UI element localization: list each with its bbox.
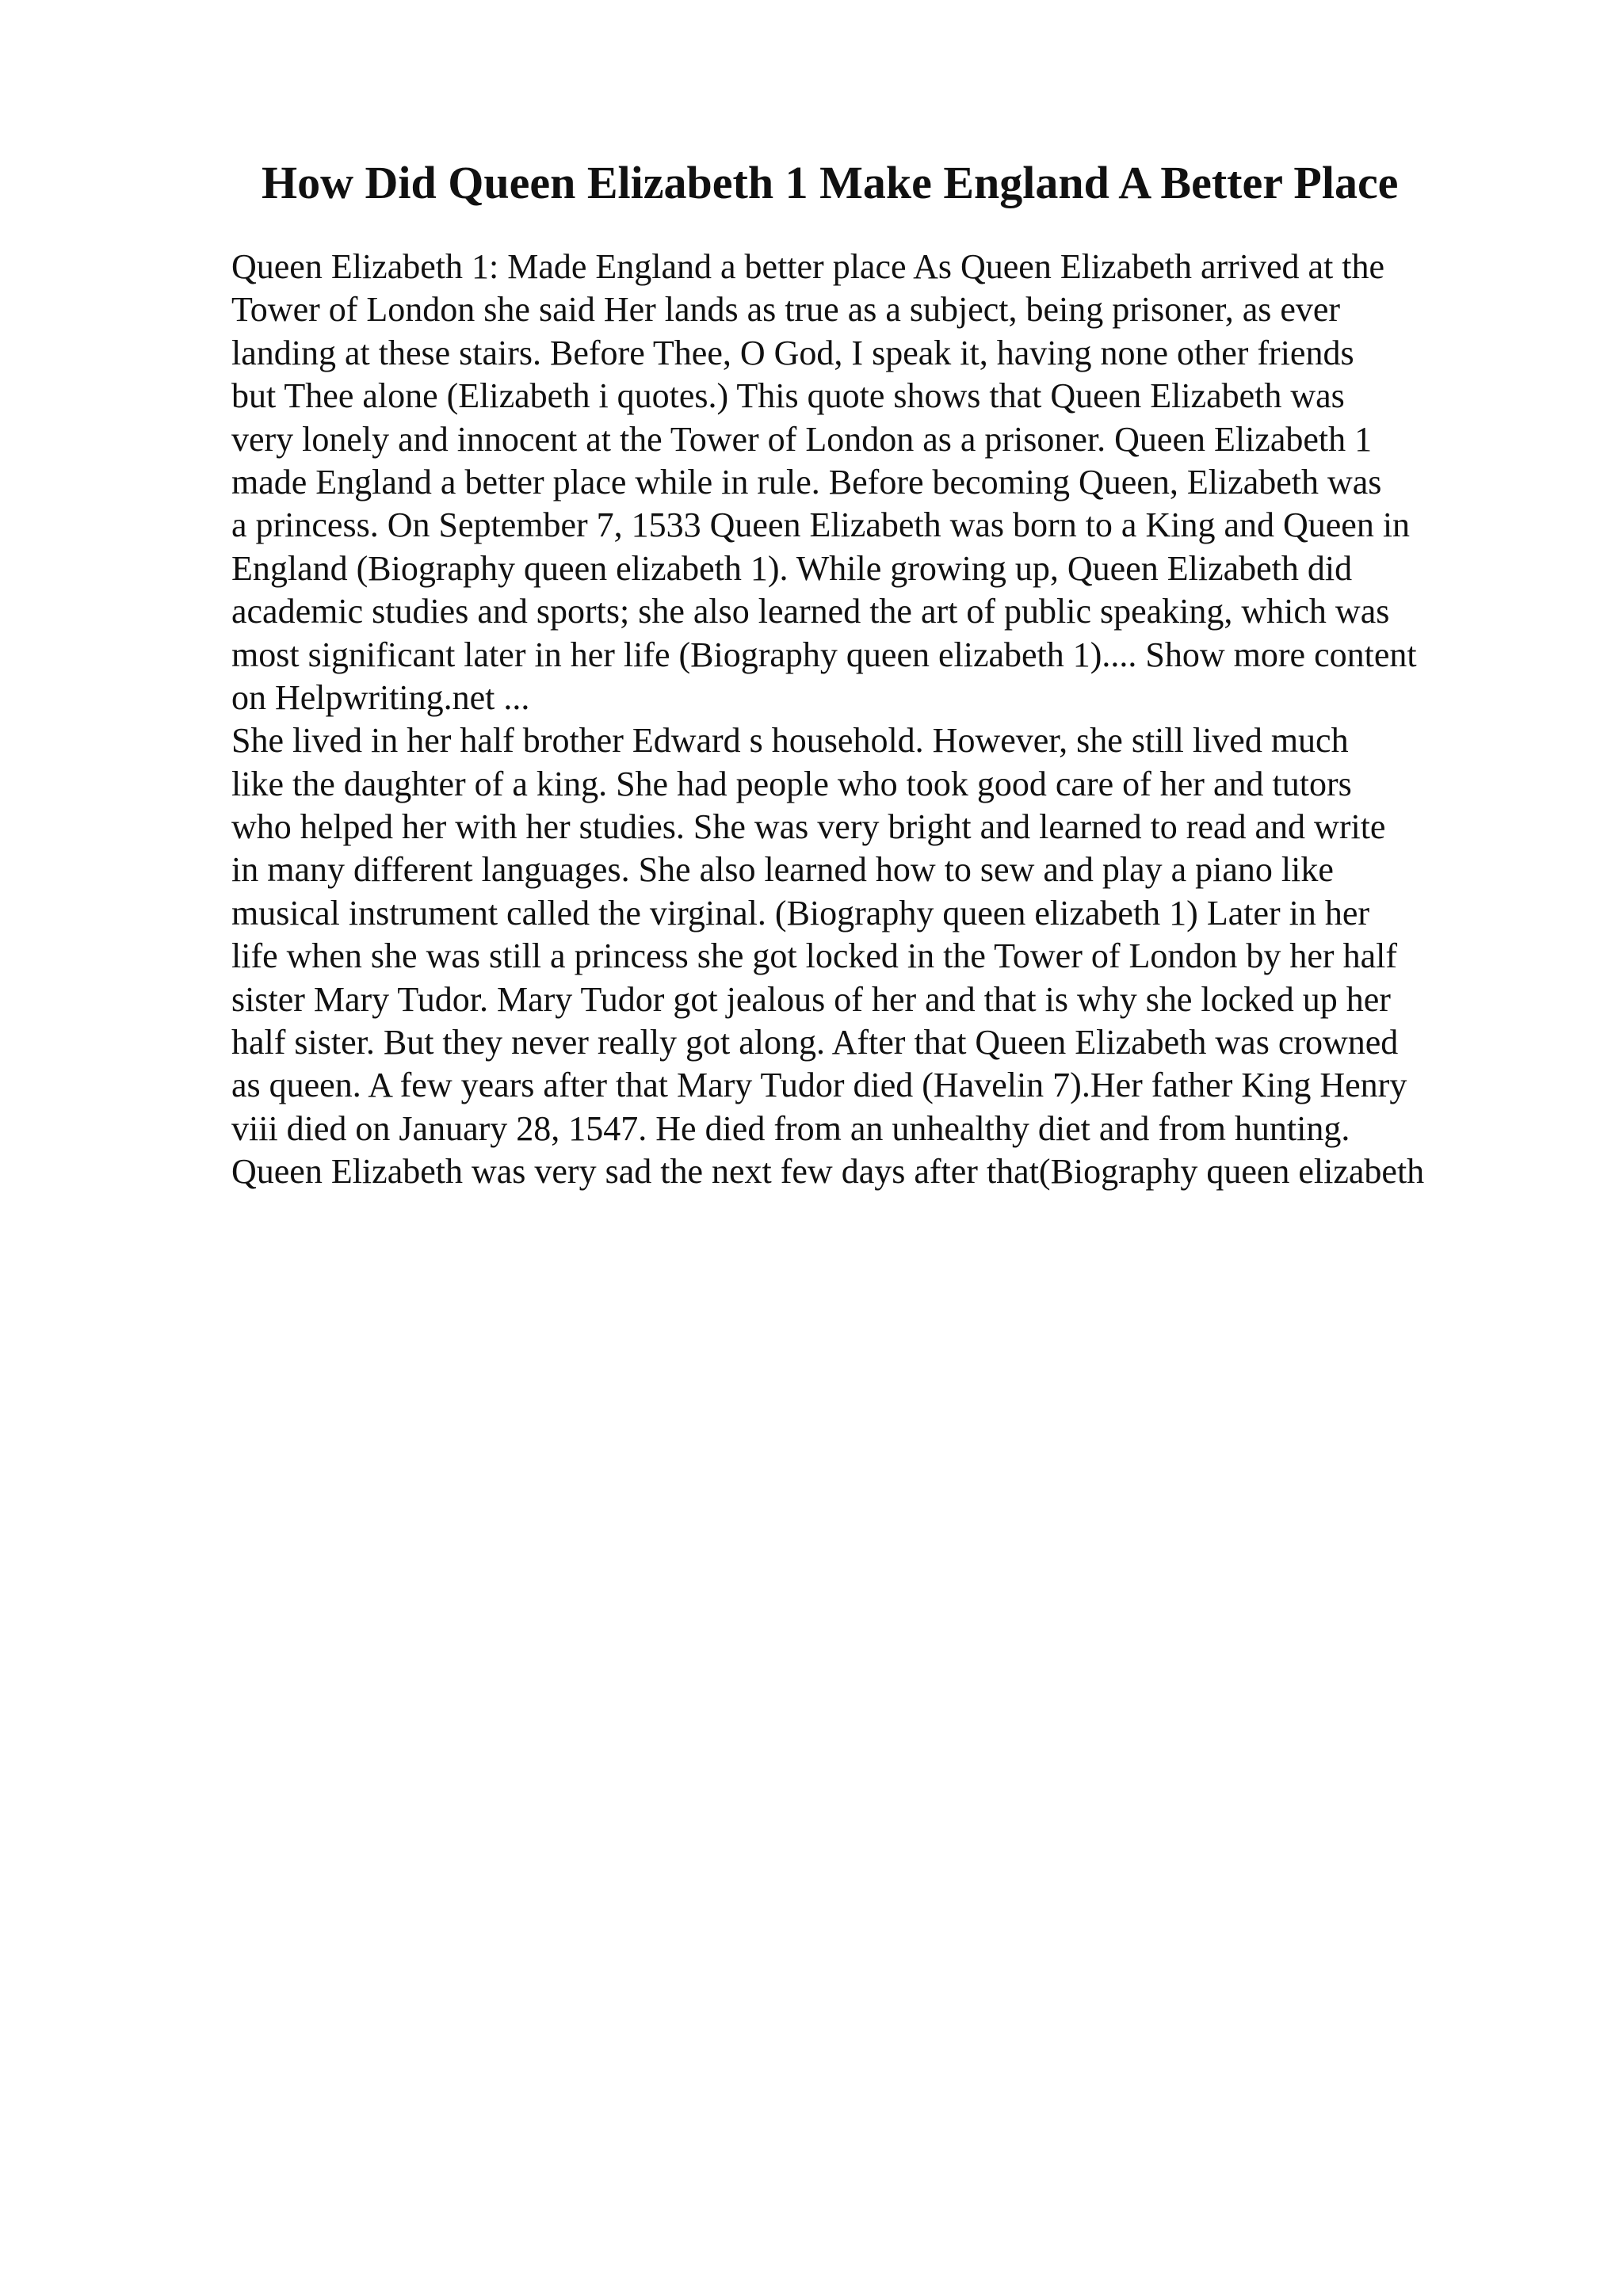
document-body bbox=[231, 246, 1531, 1194]
text-line: but Thee alone (Elizabeth i quotes.) This quote shows that Queen Elizabeth was bbox=[231, 376, 1345, 416]
text-line: very lonely and innocent at the Tower of London as a prisoner. Queen Elizabeth 1 bbox=[231, 419, 1373, 459]
text-line: who helped her with her studies. She was very bright and learned to read and write bbox=[231, 807, 1386, 847]
text-line: academic studies and sports; she also learned the art of public speaking, which was bbox=[231, 592, 1390, 631]
text-line: half sister. But they never really got along. After that Queen Elizabeth was crowned bbox=[231, 1023, 1399, 1062]
text-line: musical instrument called the virginal. (Biography queen elizabeth 1) Later in her bbox=[231, 893, 1370, 933]
text-line: in many different languages. She also learned how to sew and play a piano like bbox=[231, 850, 1334, 890]
text-line: life when she was still a princess she got locked in the Tower of London by her half bbox=[231, 936, 1397, 976]
text-line: as queen. A few years after that Mary Tudor died (Havelin 7).Her father King Henry bbox=[231, 1066, 1407, 1105]
text-line: most significant later in her life (Biography queen elizabeth 1).... Show more content bbox=[231, 635, 1417, 674]
text-line: landing at these stairs. Before Thee, O God, I speak it, having none other friends bbox=[231, 333, 1354, 372]
text-line: England (Biography queen elizabeth 1). While growing up, Queen Elizabeth did bbox=[231, 548, 1353, 588]
text-line: Queen Elizabeth 1: Made England a better place As Queen Elizabeth arrived at the bbox=[231, 247, 1385, 286]
text-line: Tower of London she said Her lands as true as a subject, being prisoner, as ever bbox=[231, 290, 1341, 330]
text-line: a princess. On September 7, 1533 Queen Elizabeth was born to a King and Queen in bbox=[231, 505, 1411, 545]
text-line: She lived in her half brother Edward s household. However, she still lived much bbox=[231, 721, 1349, 761]
text-line: like the daughter of a king. She had people who took good care of her and tutors bbox=[231, 764, 1352, 803]
text-line: made England a better place while in rule. Before becoming Queen, Elizabeth was bbox=[231, 462, 1382, 502]
text-line: Queen Elizabeth was very sad the next few days after that(Biography queen elizabeth bbox=[231, 1152, 1425, 1192]
text-line: viii died on January 28, 1547. He died from an unhealthy diet and from hunting. bbox=[231, 1108, 1350, 1148]
document-title: How Did Queen Elizabeth 1 Make England A Better Place bbox=[262, 157, 1399, 208]
text-line: on Helpwriting.net ... bbox=[231, 677, 530, 717]
text-line: sister Mary Tudor. Mary Tudor got jealous of her and that is why she locked up her bbox=[231, 979, 1391, 1019]
